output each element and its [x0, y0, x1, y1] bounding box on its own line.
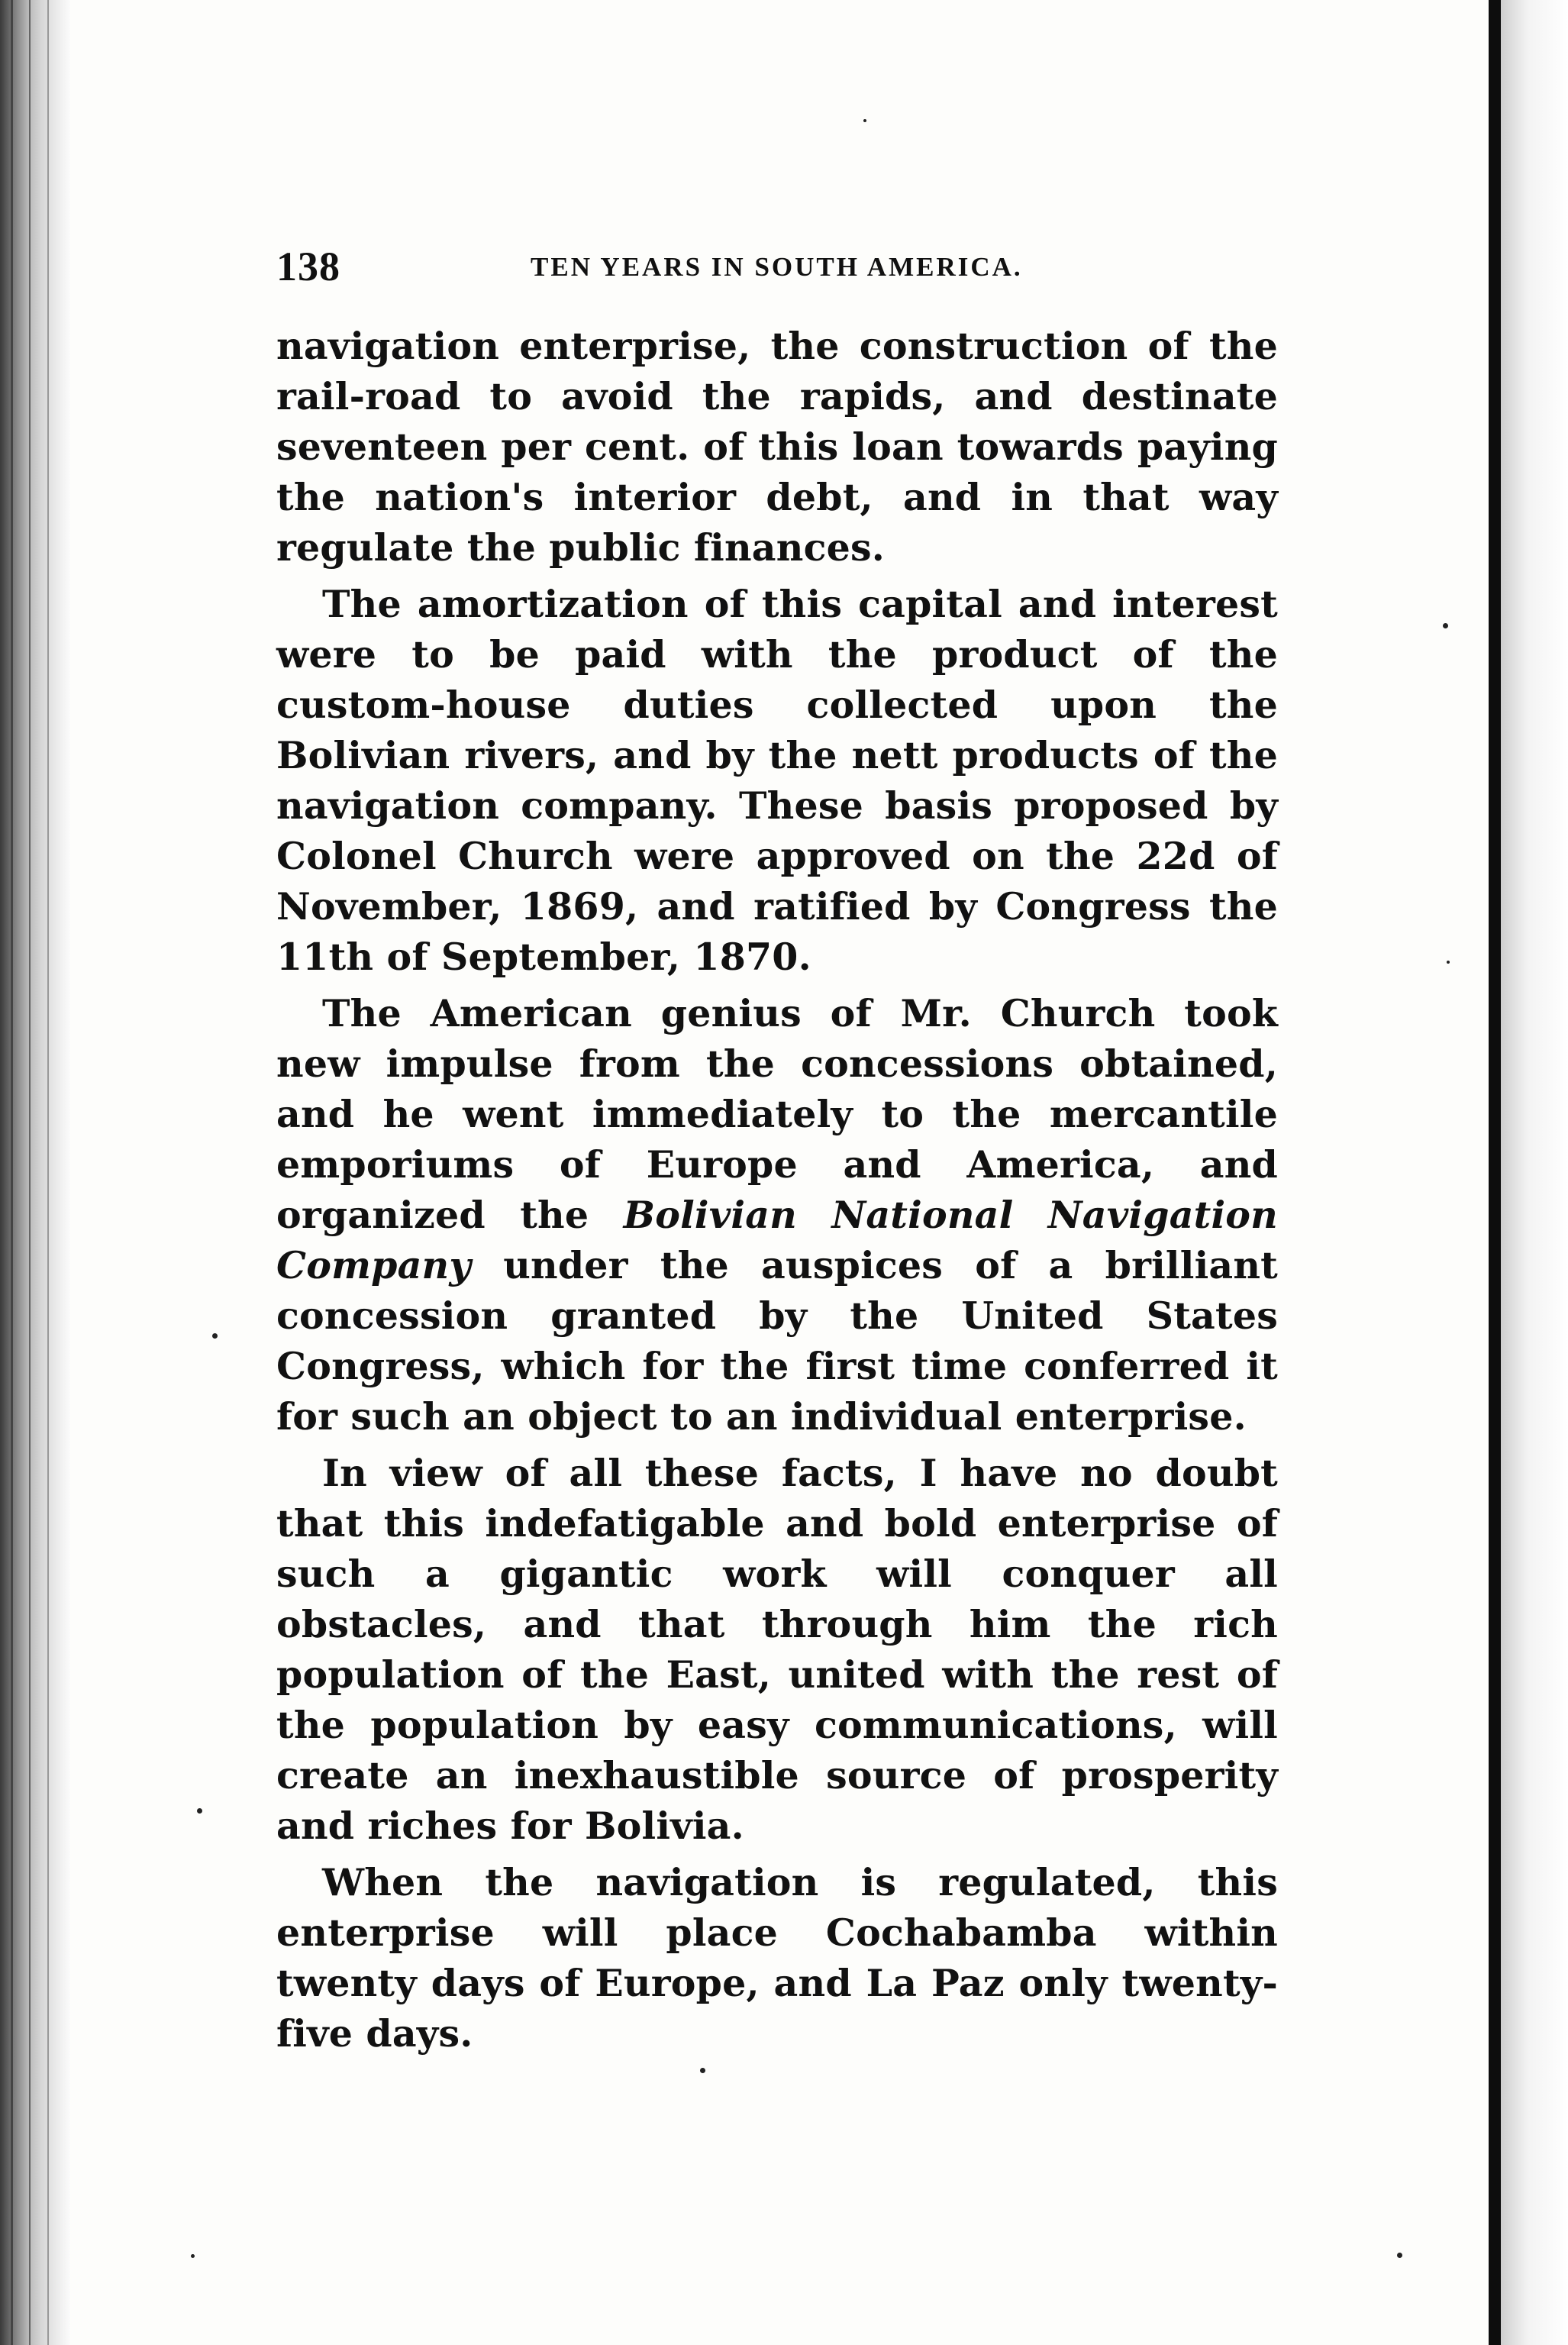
next-page-margin — [1501, 0, 1568, 2345]
paragraph-2: The amortization of this capital and interest were to be paid with the product of the custom-house duties collected upon the Bolivian rivers, and by the nett products of the navigation company. These basis proposed by Colonel Church were approved on the 22d of November, 1869, and ratified by Congress the 11th of September, 1870. — [276, 582, 1278, 979]
ink-speck — [863, 119, 866, 122]
page-right-edge — [1489, 0, 1501, 2345]
paragraph-1: navigation enterprise, the construction of the rail-road to avoid the rapids, and destinate seventeen per cent. of this loan towards paying the nation's interior debt, and in that way regulate the public finances. — [276, 324, 1278, 570]
paragraph-3 — [276, 988, 1278, 1442]
ink-speck — [197, 1808, 202, 1814]
ink-speck — [191, 2254, 195, 2258]
ink-speck — [212, 1333, 218, 1339]
ink-speck — [1397, 2253, 1402, 2258]
page-number: 138 — [276, 244, 340, 289]
ink-speck — [1447, 961, 1450, 964]
binding-line — [29, 0, 31, 2345]
ink-speck — [1443, 623, 1448, 628]
company-name-italic: Bolivian National Navigation Company — [276, 1193, 1278, 1287]
binding-line — [11, 0, 13, 2345]
binding-line — [47, 0, 49, 2345]
paragraph-3-before: The American genius of Mr. Church took new impulse from the concessions obtained, and he went immediately to the mercantile emporiums of Europe and America, and organized the — [276, 991, 1278, 1237]
page-header — [276, 243, 1292, 296]
ink-speck — [700, 2068, 705, 2073]
paragraph-5: When the navigation is regulated, this enterprise will place Cochabamba within twenty days of Europe, and La Paz only twenty-five days. — [276, 1860, 1278, 2056]
running-title: TEN YEARS IN SOUTH AMERICA. — [531, 252, 1023, 282]
paragraph-4: In view of all these facts, I have no doubt that this indefatigable and bold enterprise of such a gigantic work will conquer all obstacles, and that through him the rich population of the East, united with the rest of the population by easy communications, will create an inexhaustible source of prosperity and riches for Bolivia. — [276, 1451, 1278, 1848]
body-text — [276, 321, 1278, 2065]
paragraph-3-after: under the auspices of a brilliant concession granted by the United States Congress, which for the first time conferred it for such an object to an individual enterprise. — [276, 1243, 1278, 1439]
